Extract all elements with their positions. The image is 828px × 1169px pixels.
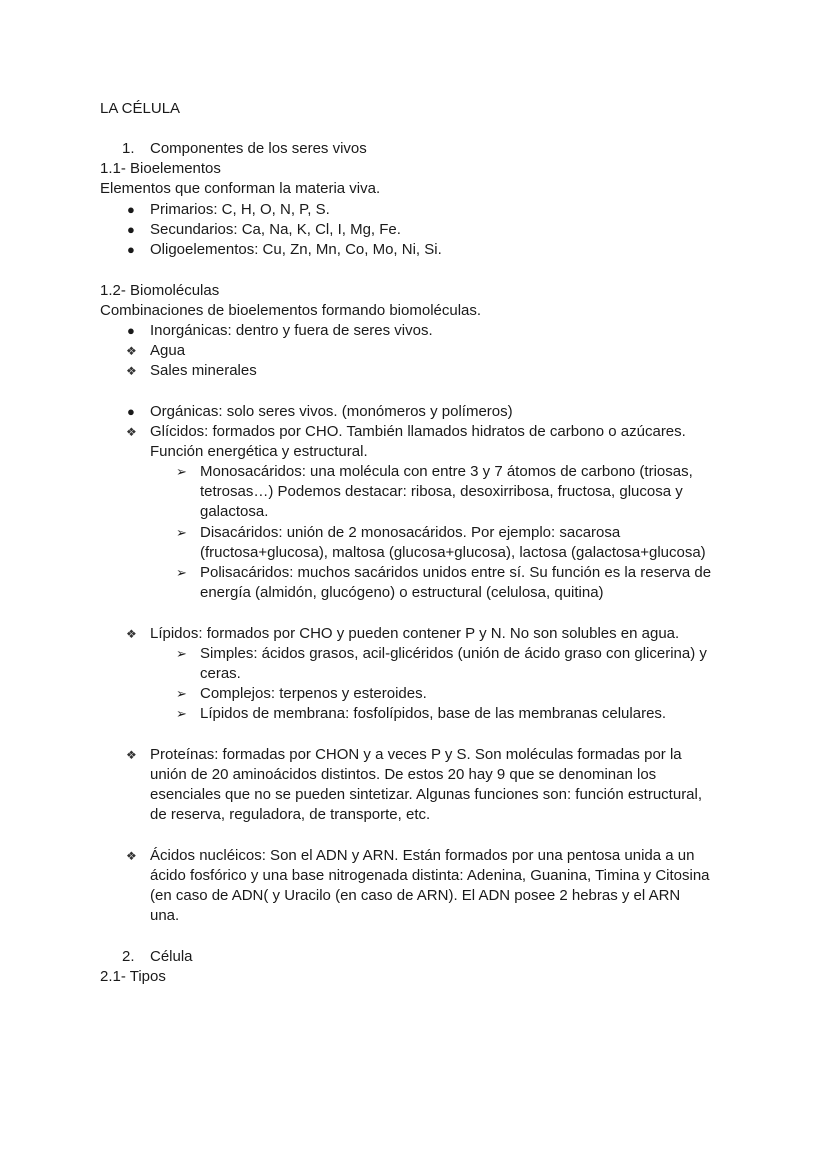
list-item: Glícidos: formados por CHO. También llamados hidratos de carbono o azúcares. [150,423,686,440]
bullet-icon: ● [127,404,135,419]
bullet-icon: ● [127,222,135,237]
sublist-item-continuation: tetrosas…) Podemos destacar: ribosa, desoxirribosa, fructosa, glucosa y [200,483,683,500]
list-item: Orgánicas: solo seres vivos. (monómeros y polímeros) [150,403,513,420]
list-item: Sales minerales [150,362,257,379]
list-item-continuation: una. [150,907,180,924]
list-item-continuation: ácido fosfórico y una base nitrogenada distinta: Adenina, Guanina, Timina y Citosina [150,867,710,884]
subsection-heading: 1.1- Bioelementos [100,160,221,177]
list-item-continuation: Función energética y estructural. [150,443,368,460]
arrow-bullet-icon: ➢ [176,525,187,540]
paragraph: Elementos que conforman la materia viva. [100,180,381,197]
arrow-bullet-icon: ➢ [176,706,187,721]
list-item: Inorgánicas: dentro y fuera de seres vivos. [150,322,433,339]
sublist-item: Polisacáridos: muchos sacáridos unidos entre sí. Su función es la reserva de [200,564,712,581]
list-item-continuation: esenciales que no se pueden sintetizar. Algunas funciones son: función estructural, [150,786,703,803]
sublist-item-continuation: ceras. [200,665,241,682]
sublist-item: Lípidos de membrana: fosfolípidos, base de las membranas celulares. [200,705,667,722]
arrow-bullet-icon: ➢ [176,686,187,701]
list-item: Lípidos: formados por CHO y pueden contener P y N. No son solubles en agua. [150,625,680,642]
paragraph: Combinaciones de bioelementos formando biomoléculas. [100,302,482,319]
bullet-icon: ● [127,242,135,257]
arrow-bullet-icon: ➢ [176,464,187,479]
sublist-item: Complejos: terpenos y esteroides. [200,685,427,702]
section-number: 2. [122,948,135,965]
sublist-item: Disacáridos: unión de 2 monosacáridos. Por ejemplo: sacarosa [200,524,621,541]
diamond-bullet-icon: ❖ [126,425,137,439]
bullet-icon: ● [127,323,135,338]
sublist-item: Monosacáridos: una molécula con entre 3 y 7 átomos de carbono (triosas, [200,463,693,480]
bullet-icon: ● [127,202,135,217]
diamond-bullet-icon: ❖ [126,364,137,378]
document-title: LA CÉLULA [100,100,181,117]
list-item: Agua [150,342,186,359]
list-item-continuation: (en caso de ADN( y Uracilo (en caso de ARN). El ADN posee 2 hebras y el ARN [150,887,681,904]
list-item: Oligoelementos: Cu, Zn, Mn, Co, Mo, Ni, Si. [150,241,442,258]
list-item-continuation: unión de 20 aminoácidos distintos. De estos 20 hay 9 que se denominan los [150,766,657,783]
subsection-heading: 1.2- Biomoléculas [100,282,220,299]
diamond-bullet-icon: ❖ [126,748,137,762]
list-item: Secundarios: Ca, Na, K, Cl, I, Mg, Fe. [150,221,401,238]
list-item: Ácidos nucléicos: Son el ADN y ARN. Están formados por una pentosa unida a un [150,847,695,864]
list-item: Primarios: C, H, O, N, P, S. [150,201,330,218]
diamond-bullet-icon: ❖ [126,627,137,641]
list-item-continuation: de reserva, reguladora, de transporte, etc. [150,806,431,823]
arrow-bullet-icon: ➢ [176,646,187,661]
section-number: 1. [122,140,135,157]
sublist-item: Simples: ácidos grasos, acil-glicéridos (unión de ácido graso con glicerina) y [200,645,707,662]
arrow-bullet-icon: ➢ [176,565,187,580]
diamond-bullet-icon: ❖ [126,849,137,863]
subsection-heading: 2.1- Tipos [100,968,166,985]
section-heading: Componentes de los seres vivos [150,140,367,157]
section-heading: Célula [150,948,193,965]
sublist-item-continuation: (fructosa+glucosa), maltosa (glucosa+glucosa), lactosa (galactosa+glucosa) [200,544,706,561]
sublist-item-continuation: galactosa. [200,503,269,520]
diamond-bullet-icon: ❖ [126,344,137,358]
list-item: Proteínas: formadas por CHON y a veces P y S. Son moléculas formadas por la [150,746,682,763]
sublist-item-continuation: energía (almidón, glucógeno) o estructural (celulosa, quitina) [200,584,604,601]
